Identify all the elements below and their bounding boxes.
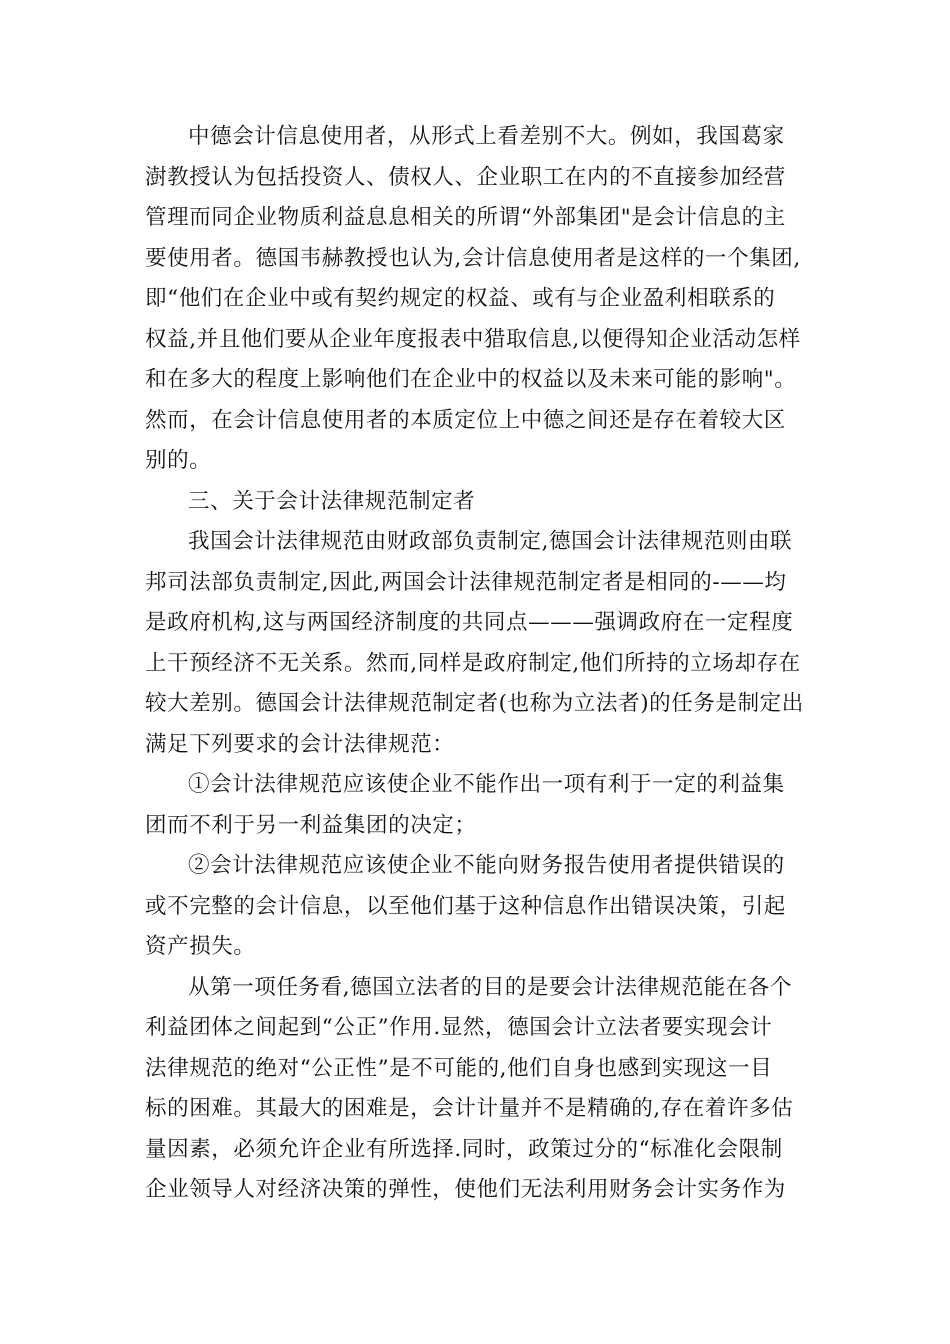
text-line: 企业领导人对经济决策的弹性，使他们无法利用财务会计实务作为 (145, 1177, 786, 1202)
paragraph-first-task (145, 968, 805, 1211)
text-line: 即“他们在企业中或有契约规定的权益、或有与企业盈利相联系的 (145, 286, 776, 311)
list-item-1 (145, 765, 805, 846)
text-line: 别的。 (145, 448, 212, 473)
text-line: ①会计法律规范应该使企业不能作出一项有利于一定的利益集 (188, 772, 785, 797)
text-line: 法律规范的绝对“公正性”是不可能的,他们自身也感到实现这一目 (145, 1055, 773, 1081)
text-line: ②会计法律规范应该使企业不能向财务报告使用者提供错误的 (188, 853, 785, 878)
text-line: 要使用者。德国韦赫教授也认为,会计信息使用者是这样的一个集团, (145, 245, 801, 271)
text-line: 或不完整的会计信息，以至他们基于这种信息作出错误决策，引起 (145, 893, 786, 919)
section-heading-text: 三、关于会计法律规范制定者 (188, 488, 476, 514)
list-item-2 (145, 846, 805, 968)
text-line: 资产损失。 (145, 934, 256, 959)
text-line: 权益,并且他们要从企业年度报表中猎取信息,以便得知企业活动怎样 (145, 326, 801, 352)
text-line: 中德会计信息使用者，从形式上看差别不大。例如，我国葛家 (188, 124, 785, 149)
text-line: 标的困难。其最大的困难是，会计计量并不是精确的,存在着许多估 (145, 1096, 794, 1121)
section-heading (145, 482, 805, 523)
document-page (145, 117, 805, 1211)
text-line: 较大差别。德国会计法律规范制定者(也称为立法者)的任务是制定出 (145, 691, 804, 716)
text-line: 上干预经济不无关系。然而,同样是政府制定,他们所持的立场却存在 (145, 650, 801, 676)
text-line: 团而不利于另一利益集团的决定； (145, 812, 477, 838)
text-line: 满足下列要求的会计法律规范： (145, 731, 455, 757)
text-line: 是政府机构,这与两国经济制度的共同点———强调政府在一定程度 (145, 610, 794, 635)
paragraph-law-makers (145, 522, 805, 765)
text-line: 利益团体之间起到“公正”作用.显然，德国会计立法者要实现会计 (145, 1015, 773, 1040)
text-line: 邦司法部负责制定,因此,两国会计法律规范制定者是相同的-——均 (145, 569, 787, 595)
text-line: 管理而同企业物质利益息息相关的所谓“外部集团"是会计信息的主 (145, 205, 786, 230)
text-line: 量因素，必须允许企业有所选择.同时，政策过分的“标准化会限制 (145, 1136, 783, 1162)
text-line: 我国会计法律规范由财政部负责制定,德国会计法律规范则由联 (188, 529, 793, 554)
text-line: 从第一项任务看,德国立法者的目的是要会计法律规范能在各个 (188, 974, 793, 1000)
text-line: 澍教授认为包括投资人、债权人、企业职工在内的不直接参加经营 (145, 164, 786, 190)
text-line: 然而，在会计信息使用者的本质定位上中德之间还是存在着较大区 (145, 407, 786, 433)
paragraph-user-comparison (145, 117, 805, 482)
text-line: 和在多大的程度上影响他们在企业中的权益以及未来可能的影响"。 (145, 367, 797, 392)
